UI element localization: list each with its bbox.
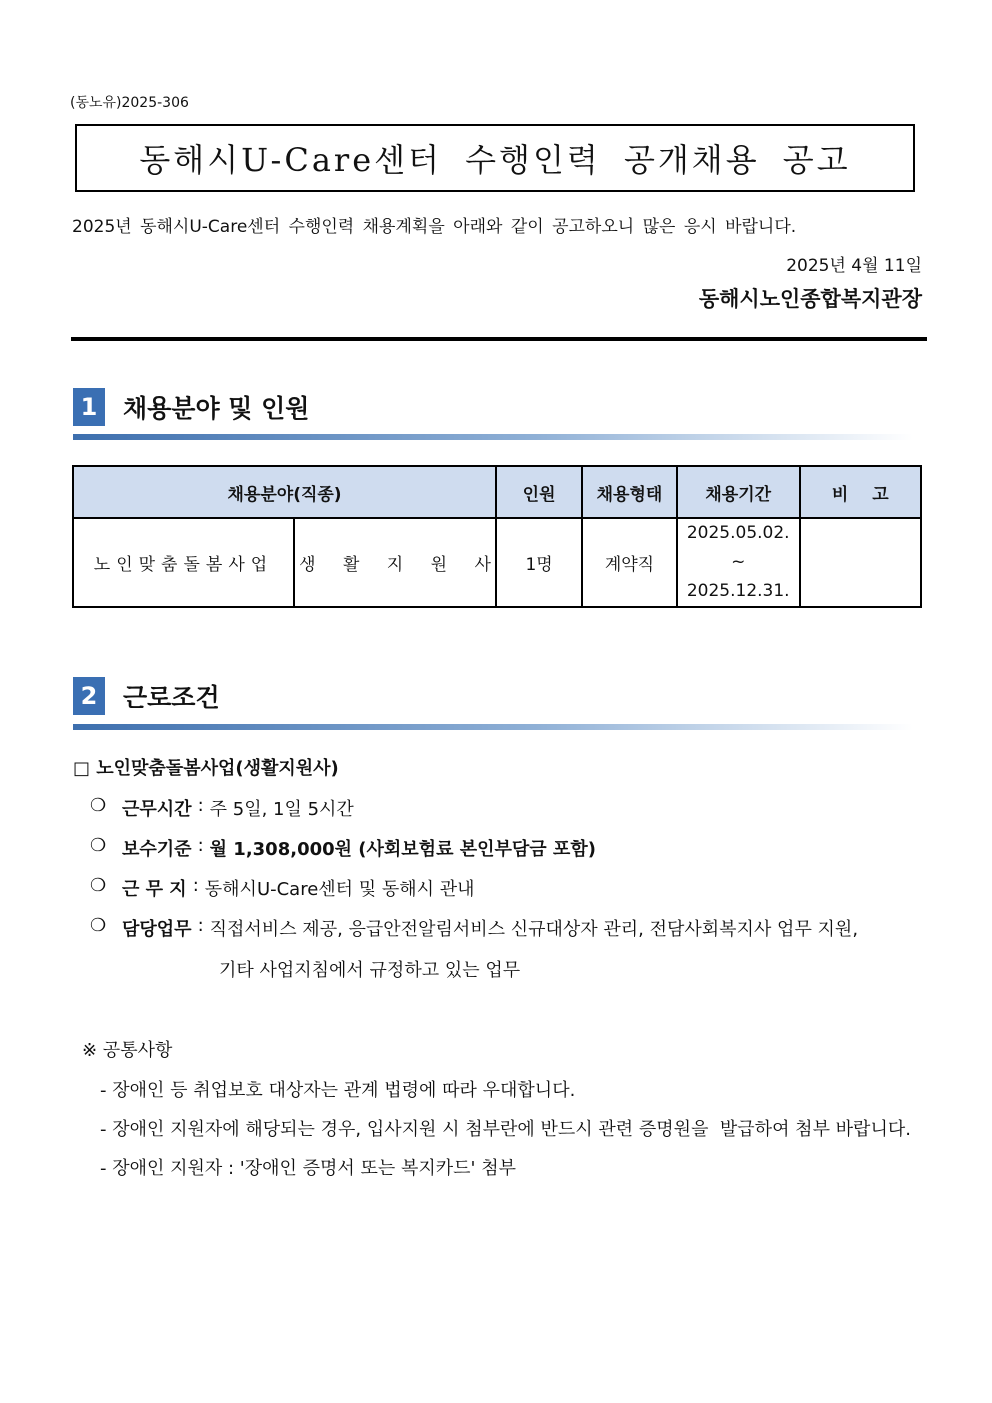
title-box xyxy=(75,124,915,192)
announcement-date: 2025년 4월 11일 xyxy=(786,256,922,276)
condition-label: 근무시간 xyxy=(122,799,192,820)
cell-role: 생 활 지 원 사 xyxy=(294,518,496,607)
condition-separator: : xyxy=(197,795,204,816)
condition-value: 주 5일, 1일 5시간 xyxy=(209,799,354,820)
common-note-item: - 장애인 지원자 : '장애인 증명서 또는 복지카드' 첨부 xyxy=(100,1158,516,1179)
condition-value: 동해시U-Care센터 및 동해시 관내 xyxy=(204,879,475,900)
common-note-item: - 장애인 등 취업보호 대상자는 관계 법령에 따라 우대합니다. xyxy=(100,1080,576,1101)
header-type: 채용형태 xyxy=(582,466,677,518)
condition-label: 보수기준 xyxy=(122,839,192,860)
intro-text: 2025년 동해시U-Care센터 수행인력 채용계획을 아래와 같이 공고하오니 많은 응시 바랍니다. xyxy=(72,217,797,237)
condition-label: 담당업무 xyxy=(122,919,192,940)
common-note-item: - 장애인 지원자에 해당되는 경우, 입사지원 시 첨부란에 반드시 관련 증명원을 발급하여 첨부 바랍니다. xyxy=(100,1119,911,1140)
section-1-title: 채용분야 및 인원 xyxy=(123,394,310,423)
recruitment-table xyxy=(72,465,922,608)
header-period: 채용기간 xyxy=(677,466,800,518)
table-header-row xyxy=(73,466,921,518)
bullet-icon: ❍ xyxy=(90,835,107,856)
section-1-number: 1 xyxy=(73,388,105,426)
cell-count: 1명 xyxy=(496,518,582,607)
bullet-icon: ❍ xyxy=(90,795,107,816)
period-start: 2025.05.02. xyxy=(686,523,790,543)
section-2-underline xyxy=(73,724,913,730)
period-separator: ~ xyxy=(731,552,746,572)
condition-workplace xyxy=(90,875,475,901)
period-end: 2025.12.31. xyxy=(686,581,790,601)
organization-name: 동해시노인종합복지관장 xyxy=(698,287,922,311)
section-2-title: 근로조건 xyxy=(123,683,220,712)
header-divider xyxy=(71,337,927,341)
section-1-underline xyxy=(73,434,913,440)
program-subheading: □ 노인맞춤돌봄사업(생활지원사) xyxy=(73,758,339,779)
document-number: (동노유)2025-306 xyxy=(70,95,189,111)
cell-note xyxy=(800,518,921,607)
section-2-number: 2 xyxy=(73,677,105,715)
page-title: 동해시U-Care센터 수행인력 공개채용 공고 xyxy=(139,141,851,179)
table-row xyxy=(73,518,921,607)
bullet-icon: ❍ xyxy=(90,915,107,936)
header-count: 인원 xyxy=(496,466,582,518)
bullet-icon: ❍ xyxy=(90,875,107,896)
condition-duties-continued: 기타 사업지침에서 규정하고 있는 업무 xyxy=(219,960,521,981)
condition-salary xyxy=(90,835,596,861)
condition-label: 근 무 지 xyxy=(122,879,187,900)
condition-separator: : xyxy=(197,915,204,936)
section-2-heading xyxy=(73,677,220,715)
header-note: 비 고 xyxy=(800,466,921,518)
common-notes-heading: ※ 공통사항 xyxy=(82,1040,173,1061)
condition-value: 직접서비스 제공, 응급안전알림서비스 신규대상자 관리, 전담사회복지사 업무 지원, xyxy=(209,919,859,940)
condition-separator: : xyxy=(197,835,204,856)
condition-work-hours xyxy=(90,795,354,821)
header-field: 채용분야(직종) xyxy=(73,466,496,518)
section-1-heading xyxy=(73,388,309,426)
condition-duties xyxy=(90,915,858,941)
cell-type: 계약직 xyxy=(582,518,677,607)
cell-period xyxy=(677,518,800,607)
condition-value: 월 1,308,000원 (사회보험료 본인부담금 포함) xyxy=(209,839,596,860)
condition-separator: : xyxy=(192,875,199,896)
cell-field: 노인맞춤돌봄사업 xyxy=(73,518,294,607)
